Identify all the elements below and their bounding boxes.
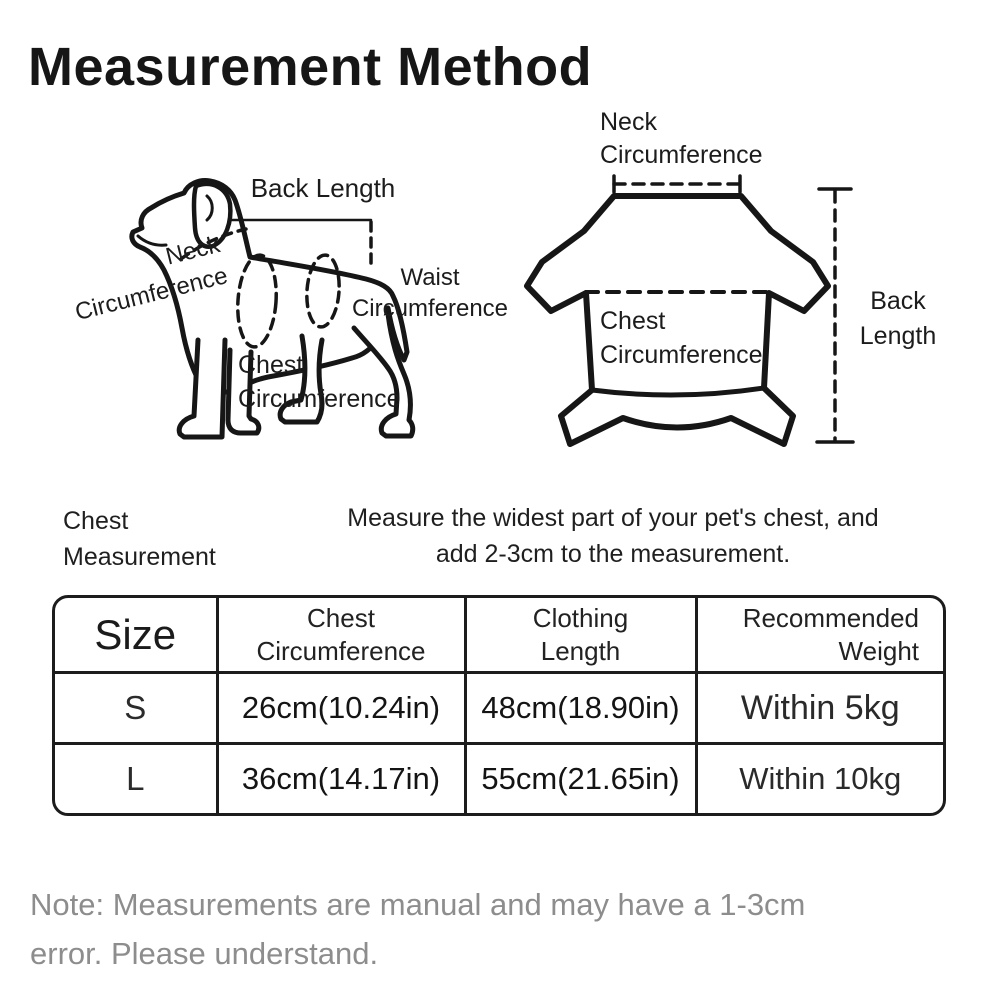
dog-neck-label-line1: Neck	[163, 231, 223, 271]
header-clothing-length	[465, 598, 696, 673]
header-recommended-weight	[696, 598, 943, 673]
dog-neck-label-line2: Circumference	[72, 262, 231, 327]
garment-neck-label-line2: Circumference	[600, 141, 763, 169]
header-clothing-line2: Length	[540, 635, 621, 666]
row-l-weight: Within 10kg	[696, 744, 943, 814]
measurement-note	[30, 880, 970, 978]
header-chest-line1: Chest	[307, 602, 375, 633]
row-l-chest: 36cm(14.17in)	[217, 744, 465, 814]
row-s-size: S	[55, 673, 217, 744]
instruction-line2: add 2-3cm to the measurement.	[435, 540, 791, 568]
page-title: Measurement Method	[28, 37, 593, 97]
header-weight-line1: Recommended	[742, 602, 919, 633]
row-l-size: L	[55, 744, 217, 814]
size-table-header-row	[55, 598, 943, 673]
dog-chest-circumference-label	[238, 348, 401, 416]
garment-chest-label-line2: Circumference	[600, 341, 763, 369]
header-chest-line2: Circumference	[256, 635, 426, 666]
chest-measurement-heading-line1: Chest	[63, 507, 129, 535]
row-l-clothing: 55cm(21.65in)	[465, 744, 696, 814]
garment-chest-circumference-label	[600, 304, 763, 372]
garment-back-length-label	[853, 284, 943, 354]
dog-waist-label-line1: Waist	[400, 264, 460, 291]
dog-waist-label-line2: Circumference	[351, 295, 509, 322]
header-clothing-line1: Clothing	[532, 602, 629, 633]
header-weight-line2: Weight	[838, 635, 919, 666]
note-line2: error. Please understand.	[30, 936, 379, 971]
note-line1: Note: Measurements are manual and may have a 1-3cm	[30, 887, 806, 922]
instruction-line1: Measure the widest part of your pet's chest, and	[347, 504, 879, 532]
size-table-row-s	[55, 673, 943, 744]
header-chest-circumference	[217, 598, 465, 673]
size-table-row-l	[55, 744, 943, 814]
size-table	[52, 595, 946, 816]
header-size: Size	[55, 598, 217, 673]
chest-measurement-instruction	[260, 500, 966, 572]
chest-measurement-heading-line2: Measurement	[63, 543, 216, 571]
garment-neck-label-line1: Neck	[600, 108, 657, 136]
garment-back-label-line1: Back	[870, 287, 926, 315]
row-s-chest: 26cm(10.24in)	[217, 673, 465, 744]
dog-waist-circumference-label	[348, 262, 512, 324]
garment-back-label-line2: Length	[859, 322, 937, 350]
garment-chest-label-line1: Chest	[600, 307, 666, 335]
row-s-weight: Within 5kg	[696, 673, 943, 744]
dog-chest-label-line2: Circumference	[238, 385, 401, 413]
dog-chest-label-line1: Chest	[238, 351, 304, 379]
dog-back-length-label: Back Length	[250, 173, 396, 203]
chest-measurement-heading	[63, 503, 216, 575]
row-s-clothing: 48cm(18.90in)	[465, 673, 696, 744]
garment-neck-circumference-label	[600, 106, 763, 172]
